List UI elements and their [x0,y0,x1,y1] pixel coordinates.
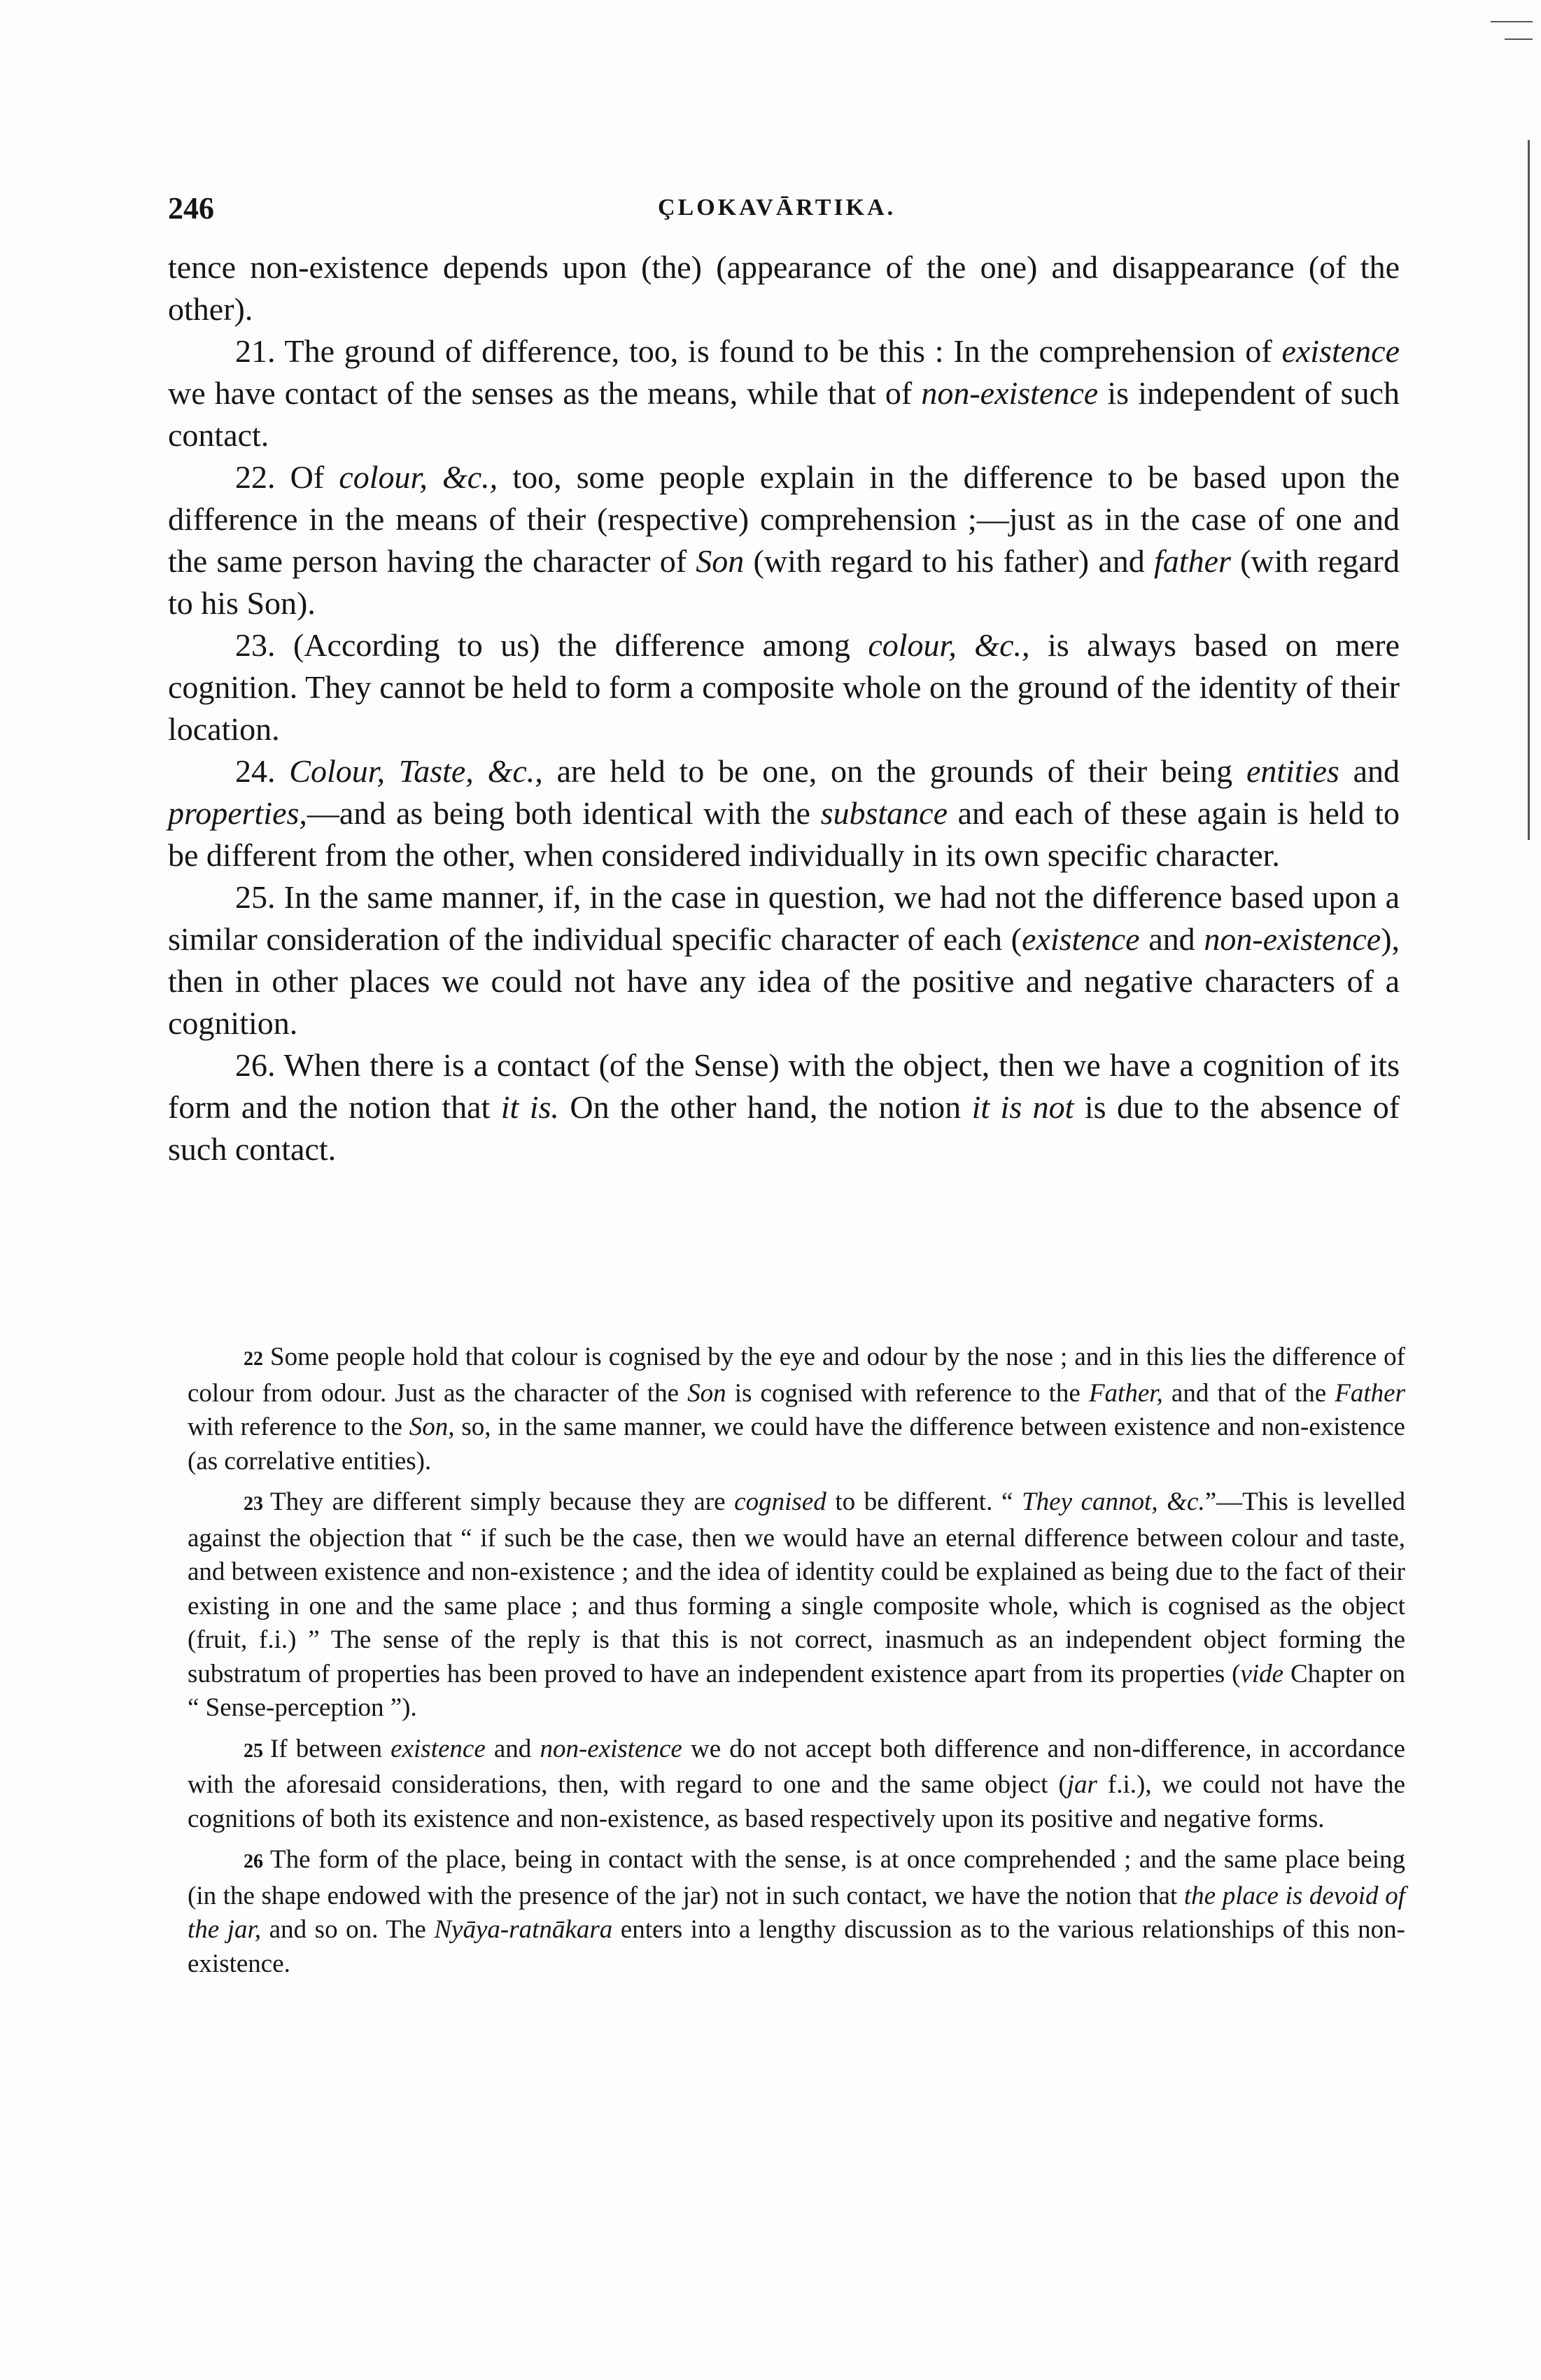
verse-number: 24. [235,753,276,789]
running-title: ÇLOKAVĀRTIKA. [658,195,896,220]
verse-number: 22. [235,459,276,495]
verse-23: 23. (According to us) the difference among colour, &c., is always based on mere cognition. They cannot be held to form a composite whole on the ground of the identity of their location. [168,627,1400,747]
scan-corner-mark [1505,38,1533,40]
footnote-26: 26 The form of the place, being in contact with the sense, is at once comprehended ; and the same place being (in the shape endowed with the presence of the jar) not in such contact, we have the notion that the place is devoid of the jar, and so on. The Nyāya-ratnākara enters into a lengthy discussion as to the various relationships of this non-existence. [188,1845,1405,1978]
main-text [168,246,1400,1170]
footnote-number: 25 [244,1740,263,1762]
footnote-number: 26 [244,1851,263,1872]
scan-edge-line [1528,140,1530,840]
footnote-25: 25 If between existence and non-existence we do not accept both difference and non-difference, in accordance with the aforesaid considerations, then, with regard to one and the same object (jar f.i.), we could not have the cognitions of both its existence and non-existence, as based respectively upon its positive and negative forms. [188,1734,1406,1833]
scan-corner-mark [1491,21,1533,22]
page-number: 246 [168,191,214,225]
footnote-23: 23 They are different simply because they are cognised to be different. “ They cannot, &c.”—This is levelled against the objection that “ if such be the case, then we would have an eternal difference between colour and taste, and between existence and non-existence ; and the idea of identity could be explained as being due to the fact of their existing in one and the same place ; and thus forming a single composite whole, which is cognised as the object (fruit, f.i.) ” The sense of the reply is that this is not correct, inasmuch as an independent object forming the substratum of properties has been proved to have an independent existence apart from its properties (vide Chapter on “ Sense-perception ”). [188,1488,1405,1722]
footnote-number: 23 [244,1493,263,1515]
footnote-number: 22 [244,1348,263,1370]
verse-number: 25. [235,879,276,915]
verse-25: 25. In the same manner, if, in the case in question, we had not the difference based upon a similar consideration of the individual specific character of each (existence and non-existence), then in other places we could not have any idea of the positive and negative characters of a cognition. [168,879,1400,1041]
verse-number: 21. [235,333,276,369]
verse-24: 24. Colour, Taste, &c., are held to be one, on the grounds of their being entities and properties,—and as being both identical with the substance and each of these again is held to be different from the other, when considered individually in its own specific character. [168,753,1400,873]
verse-number: 23. [235,627,276,663]
intro-paragraph: tence non-existence depends upon (the) (appearance of the one) and disappearance (of the other). [168,249,1400,327]
footnote-22: 22 Some people hold that colour is cognised by the eye and odour by the nose ; and in this lies the difference of colour from odour. Just as the character of the Son is cognised with reference to the Father, and that of the Father with reference to the Son, so, in the same manner, we could have the difference between existence and non-existence (as correlative entities). [188,1343,1405,1476]
footnotes [188,1340,1405,1988]
verse-number: 26. [235,1047,276,1083]
verse-22: 22. Of colour, &c., too, some people explain in the difference to be based upon the difference in the means of their (respective) comprehension ;—just as in the case of one and the same person having the character of Son (with regard to his father) and father (with regard to his Son). [168,459,1400,621]
verse-21: 21. The ground of difference, too, is found to be this : In the comprehension of existence we have contact of the senses as the means, while that of non-existence is independent of such contact. [168,333,1400,453]
page-header [168,190,1386,232]
verse-26: 26. When there is a contact (of the Sense) with the object, then we have a cognition of its form and the notion that it is. On the other hand, the notion it is not is due to the absence of such contact. [168,1047,1400,1167]
